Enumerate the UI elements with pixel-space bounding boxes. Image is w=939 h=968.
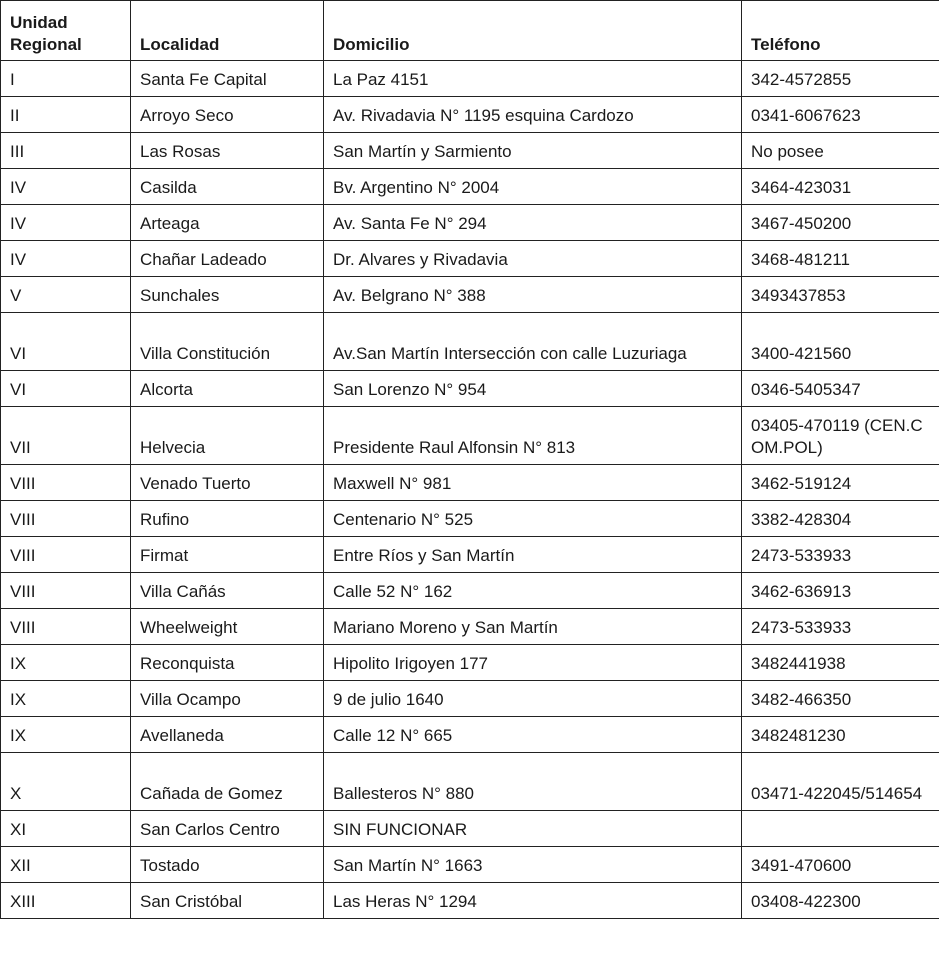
cell-domicilio: Entre Ríos y San Martín: [324, 537, 742, 573]
cell-localidad: Tostado: [131, 847, 324, 883]
cell-unidad-regional: II: [1, 97, 131, 133]
cell-domicilio: Av.San Martín Intersección con calle Luzuriaga: [324, 313, 742, 371]
table-row: [1, 573, 939, 609]
cell-telefono: 342-4572855: [742, 61, 939, 97]
cell-unidad-regional: XIII: [1, 883, 131, 919]
cell-telefono: 3468-481211: [742, 241, 939, 277]
table-row: [1, 645, 939, 681]
cell-unidad-regional: I: [1, 61, 131, 97]
cell-telefono: [742, 811, 939, 847]
cell-telefono: No posee: [742, 133, 939, 169]
cell-domicilio: Hipolito Irigoyen 177: [324, 645, 742, 681]
cell-domicilio: San Martín y Sarmiento: [324, 133, 742, 169]
cell-unidad-regional: IX: [1, 645, 131, 681]
table-row: [1, 169, 939, 205]
table-row: [1, 753, 939, 811]
cell-domicilio: Av. Rivadavia N° 1195 esquina Cardozo: [324, 97, 742, 133]
table-row: [1, 883, 939, 919]
header-domicilio: Domicilio: [324, 1, 742, 61]
cell-localidad: Firmat: [131, 537, 324, 573]
cell-localidad: Chañar Ladeado: [131, 241, 324, 277]
table-row: [1, 133, 939, 169]
cell-telefono: 03408-422300: [742, 883, 939, 919]
cell-localidad: Rufino: [131, 501, 324, 537]
table-body: [1, 61, 939, 919]
header-localidad: Localidad: [131, 1, 324, 61]
table-row: [1, 501, 939, 537]
table-row: [1, 97, 939, 133]
cell-localidad: Venado Tuerto: [131, 465, 324, 501]
header-telefono: Teléfono: [742, 1, 939, 61]
cell-unidad-regional: XII: [1, 847, 131, 883]
cell-telefono: 3482441938: [742, 645, 939, 681]
cell-localidad: Santa Fe Capital: [131, 61, 324, 97]
cell-domicilio: 9 de julio 1640: [324, 681, 742, 717]
cell-unidad-regional: IV: [1, 205, 131, 241]
cell-telefono: 3491-470600: [742, 847, 939, 883]
cell-localidad: Casilda: [131, 169, 324, 205]
cell-telefono: 3464-423031: [742, 169, 939, 205]
cell-unidad-regional: VII: [1, 407, 131, 465]
cell-domicilio: Maxwell N° 981: [324, 465, 742, 501]
cell-domicilio: SIN FUNCIONAR: [324, 811, 742, 847]
cell-domicilio: Dr. Alvares y Rivadavia: [324, 241, 742, 277]
cell-telefono: 03405-470119 (CEN.COM.POL): [742, 407, 939, 465]
table-header-row: [1, 1, 939, 61]
cell-unidad-regional: X: [1, 753, 131, 811]
cell-domicilio: Ballesteros N° 880: [324, 753, 742, 811]
cell-unidad-regional: III: [1, 133, 131, 169]
cell-localidad: San Carlos Centro: [131, 811, 324, 847]
cell-localidad: Wheelweight: [131, 609, 324, 645]
table-row: [1, 277, 939, 313]
cell-unidad-regional: VI: [1, 371, 131, 407]
table-row: [1, 811, 939, 847]
table-row: [1, 407, 939, 465]
cell-telefono: 3482481230: [742, 717, 939, 753]
cell-telefono: 3482-466350: [742, 681, 939, 717]
cell-telefono: 3462-636913: [742, 573, 939, 609]
cell-localidad: Arroyo Seco: [131, 97, 324, 133]
cell-telefono: 3467-450200: [742, 205, 939, 241]
cell-unidad-regional: IV: [1, 241, 131, 277]
cell-domicilio: Las Heras N° 1294: [324, 883, 742, 919]
cell-localidad: Avellaneda: [131, 717, 324, 753]
cell-localidad: Sunchales: [131, 277, 324, 313]
cell-unidad-regional: VIII: [1, 573, 131, 609]
cell-telefono: 2473-533933: [742, 609, 939, 645]
cell-telefono: 3382-428304: [742, 501, 939, 537]
cell-unidad-regional: V: [1, 277, 131, 313]
cell-unidad-regional: VIII: [1, 465, 131, 501]
header-unidad-regional: Unidad Regional: [1, 1, 131, 61]
cell-domicilio: Calle 52 N° 162: [324, 573, 742, 609]
cell-telefono: 3400-421560: [742, 313, 939, 371]
cell-telefono: 0346-5405347: [742, 371, 939, 407]
cell-localidad: Villa Constitución: [131, 313, 324, 371]
cell-localidad: Villa Ocampo: [131, 681, 324, 717]
cell-domicilio: Av. Santa Fe N° 294: [324, 205, 742, 241]
cell-domicilio: La Paz 4151: [324, 61, 742, 97]
cell-unidad-regional: IX: [1, 717, 131, 753]
cell-domicilio: Centenario N° 525: [324, 501, 742, 537]
cell-localidad: San Cristóbal: [131, 883, 324, 919]
table-row: [1, 371, 939, 407]
cell-unidad-regional: XI: [1, 811, 131, 847]
table-row: [1, 313, 939, 371]
cell-telefono: 2473-533933: [742, 537, 939, 573]
cell-localidad: Villa Cañás: [131, 573, 324, 609]
table-row: [1, 609, 939, 645]
cell-domicilio: Av. Belgrano N° 388: [324, 277, 742, 313]
cell-unidad-regional: VI: [1, 313, 131, 371]
cell-domicilio: Calle 12 N° 665: [324, 717, 742, 753]
cell-domicilio: San Martín N° 1663: [324, 847, 742, 883]
cell-localidad: Reconquista: [131, 645, 324, 681]
cell-localidad: Las Rosas: [131, 133, 324, 169]
cell-unidad-regional: IV: [1, 169, 131, 205]
cell-localidad: Helvecia: [131, 407, 324, 465]
table-row: [1, 717, 939, 753]
cell-unidad-regional: IX: [1, 681, 131, 717]
table-row: [1, 205, 939, 241]
cell-telefono: 0341-6067623: [742, 97, 939, 133]
cell-unidad-regional: VIII: [1, 501, 131, 537]
cell-localidad: Arteaga: [131, 205, 324, 241]
table-row: [1, 537, 939, 573]
cell-domicilio: Bv. Argentino N° 2004: [324, 169, 742, 205]
cell-localidad: Alcorta: [131, 371, 324, 407]
table-row: [1, 847, 939, 883]
cell-unidad-regional: VIII: [1, 537, 131, 573]
cell-unidad-regional: VIII: [1, 609, 131, 645]
table-row: [1, 61, 939, 97]
cell-telefono: 3493437853: [742, 277, 939, 313]
cell-localidad: Cañada de Gomez: [131, 753, 324, 811]
cell-telefono: 03471-422045/514654: [742, 753, 939, 811]
table-row: [1, 241, 939, 277]
cell-domicilio: San Lorenzo N° 954: [324, 371, 742, 407]
cell-domicilio: Mariano Moreno y San Martín: [324, 609, 742, 645]
table-row: [1, 465, 939, 501]
cell-domicilio: Presidente Raul Alfonsin N° 813: [324, 407, 742, 465]
cell-telefono: 3462-519124: [742, 465, 939, 501]
table-row: [1, 681, 939, 717]
